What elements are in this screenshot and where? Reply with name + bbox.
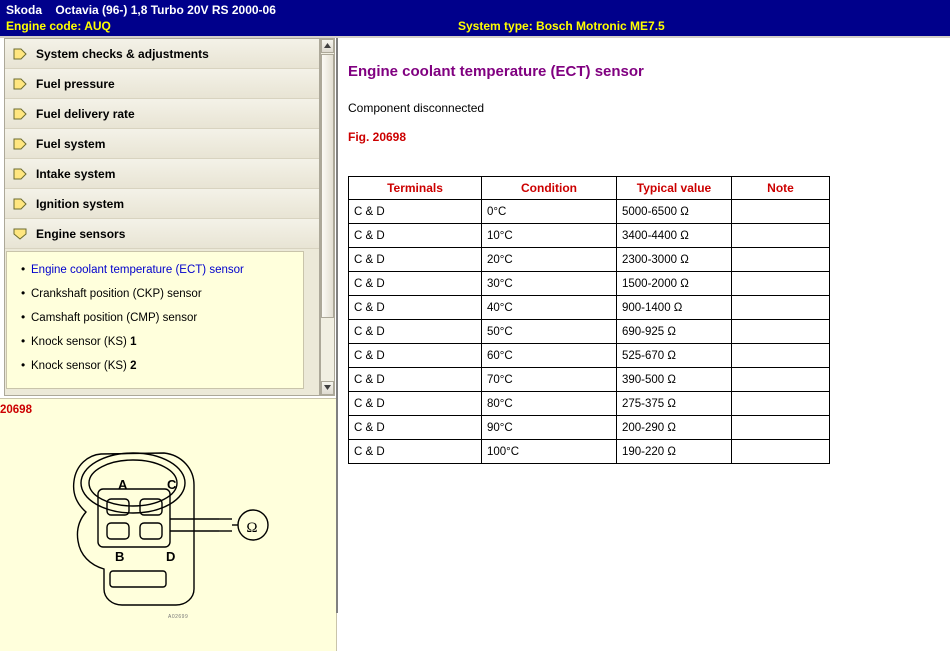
cell-typical-value: 275-375 Ω [617, 392, 732, 416]
cell-note [732, 296, 830, 320]
cell-note [732, 320, 830, 344]
table-header-row [349, 177, 830, 200]
cell-typical-value: 1500-2000 Ω [617, 272, 732, 296]
sidebar-item-cmp-sensor[interactable] [7, 306, 303, 330]
scroll-up-button[interactable] [321, 39, 334, 53]
cell-typical-value: 5000-6500 Ω [617, 200, 732, 224]
cell-note [732, 392, 830, 416]
cell-condition: 40°C [482, 296, 617, 320]
triangle-up-icon [324, 43, 331, 48]
figure-number: 20698 [0, 404, 32, 416]
tree-item-label: System checks & adjustments [36, 46, 209, 61]
cell-terminals: C & D [349, 440, 482, 464]
cell-condition: 90°C [482, 416, 617, 440]
cell-note [732, 248, 830, 272]
bullet-icon: • [21, 286, 26, 300]
cell-terminals: C & D [349, 200, 482, 224]
tree-subitem-list [6, 251, 304, 389]
cell-typical-value: 390-500 Ω [617, 368, 732, 392]
bullet-icon: • [21, 358, 26, 372]
tree-item-system-checks[interactable] [5, 39, 319, 69]
sidebar-item-knock-sensor-2[interactable] [7, 354, 303, 378]
cell-typical-value: 200-290 Ω [617, 416, 732, 440]
tree-item-label: Engine sensors [36, 226, 126, 241]
cell-terminals: C & D [349, 272, 482, 296]
content-figure-reference[interactable]: Fig. 20698 [348, 130, 407, 144]
chevron-right-icon [13, 138, 27, 150]
cell-condition: 10°C [482, 224, 617, 248]
cell-note [732, 368, 830, 392]
sidebar-item-ect-sensor[interactable] [7, 258, 303, 282]
title-vehicle [6, 3, 276, 17]
cell-typical-value: 525-670 Ω [617, 344, 732, 368]
bullet-icon: • [21, 262, 26, 276]
tree-item-label: Ignition system [36, 196, 125, 211]
title-engine-code: Engine code: AUQ [6, 19, 111, 33]
terminal-label-d: D [166, 549, 176, 564]
ohm-symbol: Ω [246, 520, 258, 536]
chevron-right-icon [13, 48, 27, 60]
tree-item-label: Fuel delivery rate [36, 106, 135, 121]
triangle-down-icon [324, 385, 331, 390]
cell-typical-value: 900-1400 Ω [617, 296, 732, 320]
cell-terminals: C & D [349, 392, 482, 416]
specification-table [348, 176, 830, 464]
cell-typical-value: 3400-4400 Ω [617, 224, 732, 248]
tree-item-engine-sensors[interactable] [5, 219, 319, 249]
cell-condition: 0°C [482, 200, 617, 224]
sidebar-item-label: Crankshaft position (CKP) sensor [31, 288, 202, 300]
cell-terminals: C & D [349, 320, 482, 344]
cell-note [732, 272, 830, 296]
tree-item-fuel-delivery-rate[interactable] [5, 99, 319, 129]
cell-condition: 60°C [482, 344, 617, 368]
cell-typical-value: 690-925 Ω [617, 320, 732, 344]
table-row [349, 272, 830, 296]
cell-note [732, 416, 830, 440]
column-header-condition: Condition [482, 177, 617, 200]
tree-item-fuel-system[interactable] [5, 129, 319, 159]
table-row [349, 392, 830, 416]
figure-panel [0, 398, 337, 651]
column-header-terminals: Terminals [349, 177, 482, 200]
sidebar-item-index: 2 [130, 360, 137, 372]
scrollbar-thumb[interactable] [321, 54, 334, 318]
cell-typical-value: 2300-3000 Ω [617, 248, 732, 272]
tree-item-label: Fuel pressure [36, 76, 115, 91]
cell-note [732, 200, 830, 224]
cell-condition: 50°C [482, 320, 617, 344]
column-header-note: Note [732, 177, 830, 200]
cell-condition: 100°C [482, 440, 617, 464]
page-title: Engine coolant temperature (ECT) sensor [348, 63, 644, 80]
bullet-icon: • [21, 334, 26, 348]
sidebar-item-label: Camshaft position (CMP) sensor [31, 312, 198, 324]
sidebar-item-label: Engine coolant temperature (ECT) sensor [31, 264, 244, 276]
column-header-typical-value: Typical value [617, 177, 732, 200]
tree-item-intake-system[interactable] [5, 159, 319, 189]
title-model: Octavia (96-) 1,8 Turbo 20V RS 2000-06 [55, 3, 276, 17]
cell-condition: 30°C [482, 272, 617, 296]
cell-terminals: C & D [349, 296, 482, 320]
cell-condition: 20°C [482, 248, 617, 272]
title-brand: Skoda [6, 3, 43, 17]
tree-item-label: Intake system [36, 166, 116, 181]
terminal-label-b: B [115, 549, 125, 564]
title-system-type: System type: Bosch Motronic ME7.5 [458, 19, 665, 33]
sidebar-item-index: 1 [130, 336, 137, 348]
cell-note [732, 344, 830, 368]
figure-art-code: A02699 [168, 614, 189, 620]
navigation-tree [4, 38, 320, 396]
chevron-right-icon [13, 168, 27, 180]
cell-condition: 70°C [482, 368, 617, 392]
cell-typical-value: 190-220 Ω [617, 440, 732, 464]
cell-condition: 80°C [482, 392, 617, 416]
chevron-right-icon [13, 78, 27, 90]
sidebar-item-knock-sensor-1[interactable] [7, 330, 303, 354]
table-row [349, 368, 830, 392]
table-row [349, 224, 830, 248]
chevron-right-icon [13, 108, 27, 120]
cell-note [732, 224, 830, 248]
tree-item-label: Fuel system [36, 136, 106, 151]
tree-item-fuel-pressure[interactable] [5, 69, 319, 99]
cell-terminals: C & D [349, 344, 482, 368]
scroll-down-button[interactable] [321, 381, 334, 395]
terminal-label-a: A [118, 477, 128, 492]
sidebar-item-label: Knock sensor (KS) [31, 336, 131, 348]
cell-terminals: C & D [349, 368, 482, 392]
table-row [349, 200, 830, 224]
title-bar [0, 0, 950, 36]
cell-terminals: C & D [349, 248, 482, 272]
cell-terminals: C & D [349, 224, 482, 248]
table-row [349, 344, 830, 368]
table-row [349, 320, 830, 344]
chevron-right-icon [13, 198, 27, 210]
cell-note [732, 440, 830, 464]
content-subtitle: Component disconnected [348, 101, 485, 115]
table-row [349, 416, 830, 440]
tree-scrollbar[interactable] [320, 38, 335, 396]
left-column [0, 38, 337, 620]
sidebar-item-ckp-sensor[interactable] [7, 282, 303, 306]
table-row [349, 440, 830, 464]
terminal-label-c: C [167, 477, 177, 492]
tree-item-ignition-system[interactable] [5, 189, 319, 219]
panel-divider [336, 38, 338, 613]
sidebar-item-label: Knock sensor (KS) [31, 360, 131, 372]
table-row [349, 248, 830, 272]
chevron-down-icon [13, 228, 27, 240]
bullet-icon: • [21, 310, 26, 324]
content-pane [340, 38, 950, 613]
cell-terminals: C & D [349, 416, 482, 440]
table-row [349, 296, 830, 320]
